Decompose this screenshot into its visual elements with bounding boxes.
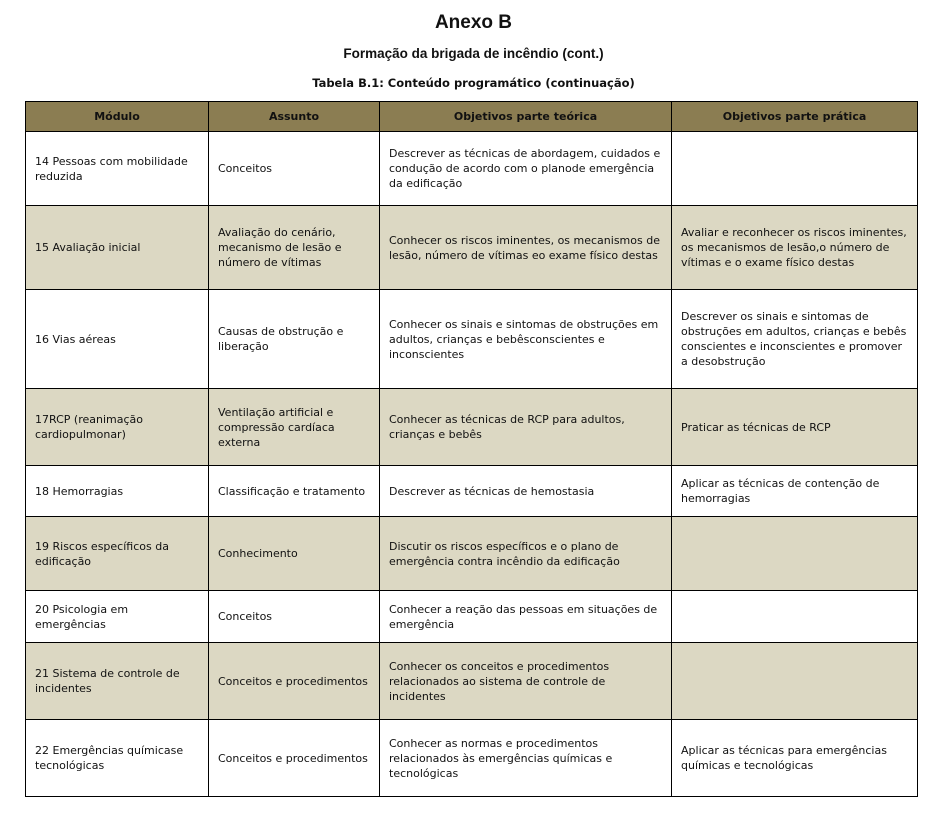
cell-modulo: 20 Psicologia em emergências bbox=[26, 591, 209, 643]
cell-assunto: Conceitos bbox=[209, 591, 380, 643]
table-row bbox=[26, 206, 918, 290]
cell-modulo: 15 Avaliação inicial bbox=[26, 206, 209, 290]
cell-pratica bbox=[672, 517, 918, 591]
cell-teorica: Conhecer os riscos iminentes, os mecanismos de lesão, número de vítimas eo exame físico destas bbox=[380, 206, 672, 290]
cell-modulo: 16 Vias aéreas bbox=[26, 290, 209, 389]
cell-teorica: Conhecer as normas e procedimentos relacionados às emergências químicas e tecnológicas bbox=[380, 720, 672, 797]
cell-modulo: 18 Hemorragias bbox=[26, 466, 209, 517]
table-row bbox=[26, 643, 918, 720]
cell-teorica: Conhecer a reação das pessoas em situações de emergência bbox=[380, 591, 672, 643]
cell-modulo: 19 Riscos específicos da edificação bbox=[26, 517, 209, 591]
cell-pratica: Aplicar as técnicas para emergências químicas e tecnológicas bbox=[672, 720, 918, 797]
table-row bbox=[26, 389, 918, 466]
table-header-row bbox=[26, 102, 918, 132]
column-header-modulo: Módulo bbox=[26, 102, 209, 132]
cell-teorica: Descrever as técnicas de hemostasia bbox=[380, 466, 672, 517]
table-caption: Tabela B.1: Conteúdo programático (continuação) bbox=[312, 76, 635, 90]
table-row bbox=[26, 517, 918, 591]
table-row bbox=[26, 466, 918, 517]
cell-assunto: Avaliação do cenário, mecanismo de lesão e número de vítimas bbox=[209, 206, 380, 290]
cell-pratica: Avaliar e reconhecer os riscos iminentes, os mecanismos de lesão,o número de vítimas e o exame físico destas bbox=[672, 206, 918, 290]
cell-pratica: Descrever os sinais e sintomas de obstruções em adultos, crianças e bebês conscientes e inconscientes e promover a desobstrução bbox=[672, 290, 918, 389]
cell-modulo: 14 Pessoas com mobilidade reduzida bbox=[26, 132, 209, 206]
column-header-assunto: Assunto bbox=[209, 102, 380, 132]
cell-modulo: 22 Emergências químicase tecnológicas bbox=[26, 720, 209, 797]
cell-assunto: Conceitos e procedimentos bbox=[209, 720, 380, 797]
table-row bbox=[26, 290, 918, 389]
cell-modulo: 17RCP (reanimação cardiopulmonar) bbox=[26, 389, 209, 466]
section-subtitle: Formação da brigada de incêndio (cont.) bbox=[343, 46, 604, 61]
cell-teorica: Discutir os riscos específicos e o plano de emergência contra incêndio da edificação bbox=[380, 517, 672, 591]
cell-assunto: Conceitos e procedimentos bbox=[209, 643, 380, 720]
cell-teorica: Descrever as técnicas de abordagem, cuidados e condução de acordo com o planode emergência da edificação bbox=[380, 132, 672, 206]
cell-assunto: Conceitos bbox=[209, 132, 380, 206]
cell-teorica: Conhecer as técnicas de RCP para adultos, crianças e bebês bbox=[380, 389, 672, 466]
cell-assunto: Conhecimento bbox=[209, 517, 380, 591]
cell-pratica bbox=[672, 591, 918, 643]
annex-title: Anexo B bbox=[434, 12, 513, 33]
cell-pratica: Aplicar as técnicas de contenção de hemorragias bbox=[672, 466, 918, 517]
curriculum-table bbox=[25, 101, 918, 797]
column-header-teorica: Objetivos parte teórica bbox=[380, 102, 672, 132]
cell-assunto: Causas de obstrução e liberação bbox=[209, 290, 380, 389]
cell-pratica bbox=[672, 132, 918, 206]
table-row bbox=[26, 591, 918, 643]
column-header-pratica: Objetivos parte prática bbox=[672, 102, 918, 132]
table-row bbox=[26, 720, 918, 797]
cell-pratica: Praticar as técnicas de RCP bbox=[672, 389, 918, 466]
cell-pratica bbox=[672, 643, 918, 720]
cell-assunto: Classificação e tratamento bbox=[209, 466, 380, 517]
cell-modulo: 21 Sistema de controle de incidentes bbox=[26, 643, 209, 720]
cell-assunto: Ventilação artificial e compressão cardíaca externa bbox=[209, 389, 380, 466]
table-row bbox=[26, 132, 918, 206]
cell-teorica: Conhecer os conceitos e procedimentos relacionados ao sistema de controle de incidentes bbox=[380, 643, 672, 720]
cell-teorica: Conhecer os sinais e sintomas de obstruções em adultos, crianças e bebêsconscientes e inconscientes bbox=[380, 290, 672, 389]
